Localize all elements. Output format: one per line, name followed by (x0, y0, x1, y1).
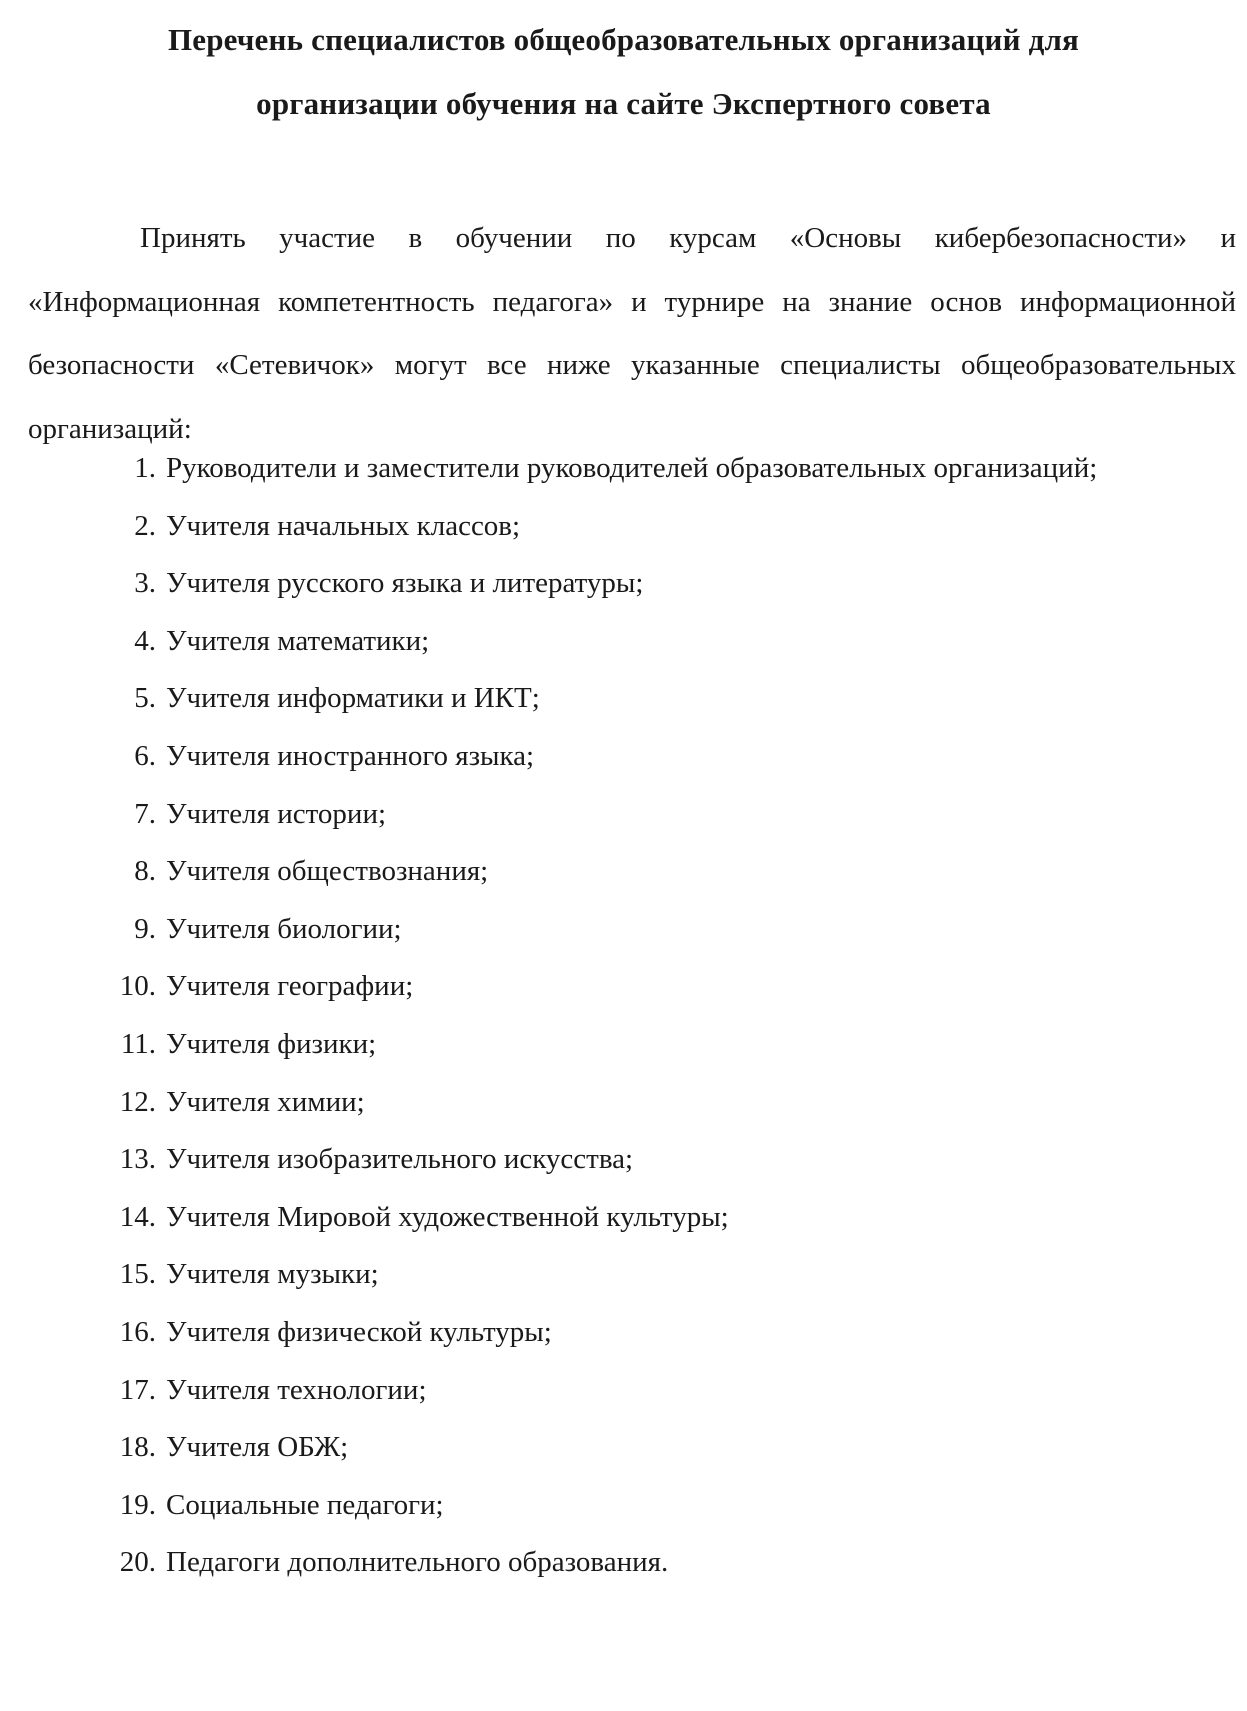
list-item-number: 9. (134, 913, 156, 945)
list-item-number: 2. (134, 510, 156, 542)
list-item-number: 19. (119, 1489, 156, 1521)
list-item-number: 18. (119, 1431, 156, 1463)
list-item-text: Учителя иностранного языка; (166, 740, 535, 772)
list-item-number: 13. (119, 1143, 156, 1175)
intro-paragraph: Принять участие в обучении по курсам «Основы кибербезопасности» и «Информационная компетентность педагога» и турнире на знание основ информационной безопасности «Сетевичок» могут все ниже указанные специалисты общеобразовательных организаций: (28, 222, 1236, 445)
list-item-text: Педагоги дополнительного образования. (166, 1546, 669, 1578)
list-item-text: Учителя физики; (166, 1028, 377, 1060)
list-item-number: 1. (134, 452, 156, 484)
list-item-text: Учителя русского языка и литературы; (166, 567, 644, 599)
list-item-number: 17. (119, 1374, 156, 1406)
list-item-text: Учителя биологии; (166, 913, 402, 945)
list-item-number: 7. (134, 798, 156, 830)
list-item-text: Учителя информатики и ИКТ; (166, 682, 540, 714)
list-item-number: 8. (134, 855, 156, 887)
list-item-text: Учителя изобразительного искусства; (166, 1143, 634, 1175)
list-item-text: Руководители и заместители руководителей образовательных организаций; (166, 452, 1098, 484)
list-item-number: 6. (134, 740, 156, 772)
list-item-text: Учителя географии; (166, 970, 414, 1002)
list-item-number: 5. (134, 682, 156, 714)
list-item-text: Учителя химии; (166, 1086, 365, 1118)
list-item-number: 20. (119, 1546, 156, 1578)
list-item-text: Учителя Мировой художественной культуры; (166, 1201, 729, 1233)
document-title-line-1: Перечень специалистов общеобразовательных организаций для (167, 22, 1080, 57)
list-item-text: Учителя технологии; (166, 1374, 427, 1406)
list-item-number: 11. (120, 1028, 156, 1060)
list-item-text: Учителя ОБЖ; (166, 1431, 349, 1463)
list-item-number: 3. (134, 567, 156, 599)
list-item-number: 12. (119, 1086, 156, 1118)
list-item-number: 4. (134, 625, 156, 657)
list-item-text: Учителя начальных классов; (166, 510, 521, 542)
list-item-number: 16. (119, 1316, 156, 1348)
list-item-text: Учителя физической культуры; (166, 1316, 552, 1348)
list-item-text: Учителя обществознания; (166, 855, 489, 887)
list-item-text: Социальные педагоги; (166, 1489, 444, 1521)
list-item-text: Учителя музыки; (166, 1258, 379, 1290)
list-item-text: Учителя истории; (166, 798, 387, 830)
document-title-line-2: организации обучения на сайте Экспертного совета (256, 86, 991, 121)
list-item-number: 14. (119, 1201, 156, 1233)
list-item-number: 15. (119, 1258, 156, 1290)
list-item-text: Учителя математики; (166, 625, 430, 657)
list-item-number: 10. (119, 970, 156, 1002)
